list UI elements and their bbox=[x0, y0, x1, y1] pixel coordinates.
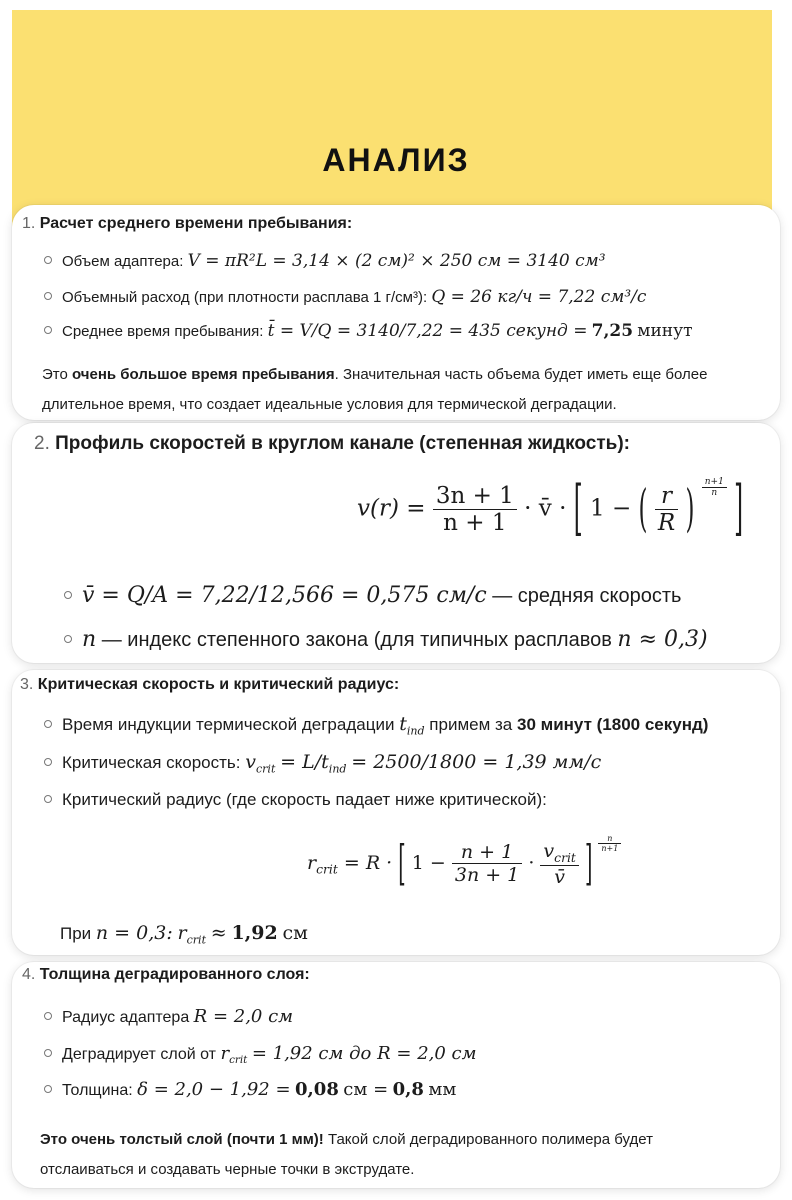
bullet-icon bbox=[44, 1049, 52, 1057]
math-formula: V = πR²L = 3,14 × (2 см)² × 250 см = 3140 см³ bbox=[187, 251, 606, 271]
bullet-icon bbox=[44, 1012, 52, 1020]
bullet-icon bbox=[44, 292, 52, 300]
section-number: 3. bbox=[20, 676, 34, 693]
math-formula: R = 2,0 см bbox=[193, 1006, 294, 1027]
math-formula: t̄ = V/Q = 3140/7,22 = 435 секунд = bbox=[267, 321, 588, 341]
list-item: Объемный расход (при плотности расплава 1 г/см³): Q = 26 кг/ч = 7,22 см³/с bbox=[44, 287, 646, 307]
math-unit: минут bbox=[637, 321, 693, 341]
bullet-icon bbox=[64, 635, 72, 643]
bullet-icon bbox=[44, 1085, 52, 1093]
section-title: Критическая скорость и критический радиус: bbox=[37, 676, 400, 693]
section-1-heading bbox=[22, 215, 352, 233]
bullet-icon bbox=[44, 795, 52, 803]
list-item: n — индекс степенного закона (для типичных расплавов n ≈ 0,3) bbox=[64, 627, 708, 652]
list-item: Объем адаптера: V = πR²L = 3,14 × (2 см)² × 250 см = 3140 см³ bbox=[44, 251, 606, 271]
bullet-icon bbox=[64, 591, 72, 599]
section-2-card bbox=[12, 423, 780, 663]
page-title: АНАЛИЗ bbox=[322, 142, 470, 178]
list-item: Толщина: δ = 2,0 − 1,92 = 0,08 см = 0,8 мм bbox=[44, 1079, 456, 1100]
math-value: 7,25 bbox=[591, 321, 634, 341]
velocity-profile-formula: v(r) = $\frac{3n + 1}{n + 1}$ · v̄ · [ 1 − ( $\frac{r}{R}$ ) $\frac{n+1}{n}$ ] bbox=[357, 475, 744, 544]
list-item: Критический радиус (где скорость падает ниже критической): bbox=[44, 790, 547, 810]
note-paragraph: Это очень большое время пребывания. Значительная часть объема будет иметь еще более длительное время, что создает идеальные условия для термической деградации. bbox=[42, 366, 708, 413]
bullet-icon bbox=[44, 326, 52, 334]
math-formula: Q = 26 кг/ч = 7,22 см³/с bbox=[431, 287, 647, 307]
section-title: Толщина деградированного слоя: bbox=[39, 966, 310, 983]
section-2-heading bbox=[34, 433, 630, 455]
section-3-card bbox=[12, 670, 780, 955]
section-title: Расчет среднего времени пребывания: bbox=[39, 215, 353, 232]
section-number: 2. bbox=[34, 433, 50, 454]
bullet-icon bbox=[44, 720, 52, 728]
list-item: Деградирует слой от $r_{crit} = 1,92$ см до R = 2,0 см bbox=[44, 1043, 477, 1066]
bullet-icon bbox=[44, 758, 52, 766]
result-line: При n = 0,3: $r_{crit} \approx 1,92$ см bbox=[60, 922, 308, 947]
section-number: 4. bbox=[22, 966, 36, 983]
section-3-heading bbox=[20, 676, 399, 694]
section-4-card bbox=[12, 962, 780, 1188]
list-item: Среднее время пребывания: t̄ = V/Q = 3140/7,22 = 435 секунд = 7,25 минут bbox=[44, 321, 693, 341]
list-item: Критическая скорость: $v_{crit} = L/t_{ind} = 2500/1800 = 1,39$ мм/с bbox=[44, 751, 601, 775]
section-number: 1. bbox=[22, 215, 36, 232]
bullet-icon bbox=[44, 256, 52, 264]
header-banner bbox=[12, 10, 772, 230]
list-item: Радиус адаптера R = 2,0 см bbox=[44, 1006, 293, 1027]
math-formula: v̄ = Q/A = 7,22/12,566 = 0,575 см/с bbox=[82, 583, 487, 608]
note-paragraph: Это очень толстый слой (почти 1 мм)! Такой слой деградированного полимера будет отслаиваться и создавать черные точки в экструдате. bbox=[40, 1131, 654, 1178]
section-4-heading bbox=[22, 966, 310, 984]
list-item: v̄ = Q/A = 7,22/12,566 = 0,575 см/с — средняя скорость bbox=[64, 583, 681, 608]
section-title: Профиль скоростей в круглом канале (степенная жидкость): bbox=[55, 433, 630, 454]
list-item: Время индукции термической деградации $t_{ind}$ примем за 30 минут (1800 секунд) bbox=[44, 713, 708, 737]
critical-radius-formula: $r_{crit} = R$ · [ 1 − $\frac{n + 1}{3n + 1}$ · $\frac{v_{crit}}{v̄}$ ] $\frac{n}{n+1}$ bbox=[307, 840, 621, 888]
section-1-card bbox=[12, 205, 780, 420]
math-formula: = 1,92 см до R = 2,0 см bbox=[251, 1043, 477, 1064]
math-formula: n ≈ 0,3) bbox=[617, 627, 708, 652]
